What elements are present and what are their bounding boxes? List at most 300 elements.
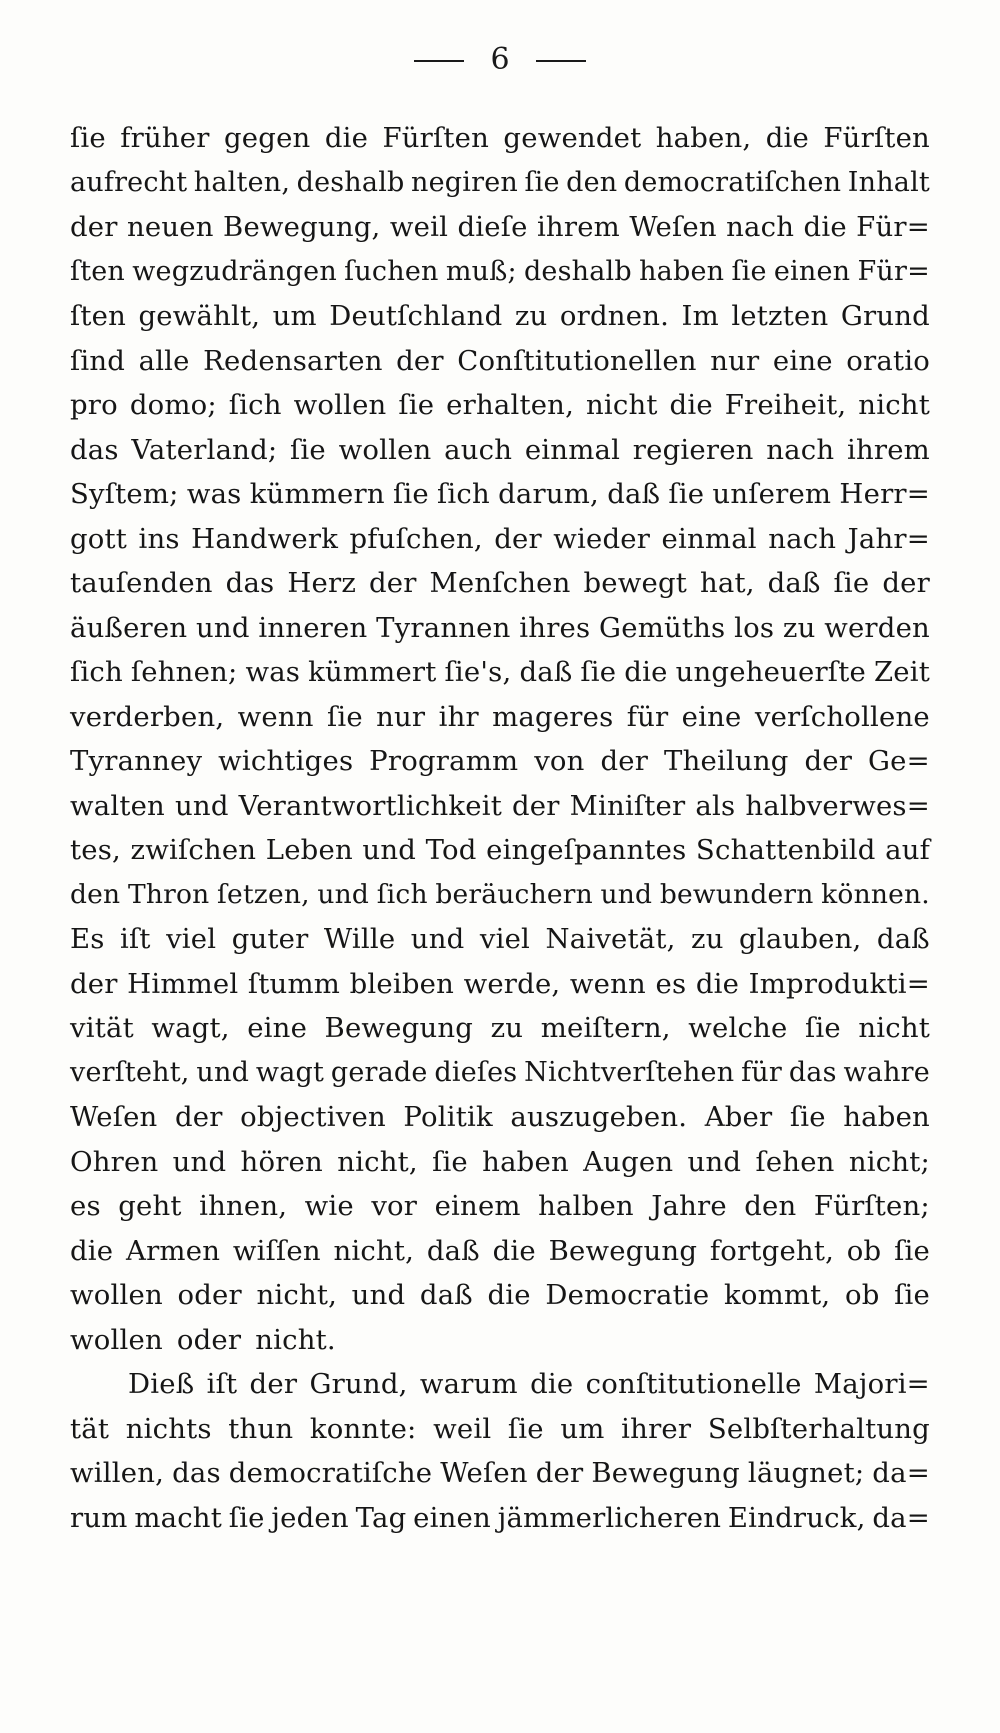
word: halten, (193, 166, 291, 198)
word: konnte: (309, 1412, 417, 1445)
word: nach (768, 522, 837, 555)
word: inneren (258, 611, 368, 644)
word: Bewegung (324, 1012, 474, 1044)
word: Bewegung (548, 1234, 698, 1267)
word: den (70, 878, 121, 910)
word: Schattenbild (695, 834, 876, 866)
word: kommt, (723, 1279, 831, 1311)
word: und (362, 834, 417, 866)
word: Jahr= (847, 522, 930, 555)
word: nicht, (256, 1279, 338, 1311)
word: ſie (580, 656, 617, 688)
word: regieren (632, 433, 754, 466)
word: neuen (126, 211, 214, 243)
word: da= (872, 1457, 930, 1489)
word: auch (444, 433, 513, 466)
word: ſie (392, 478, 429, 510)
word: verderben, (70, 700, 225, 733)
word: Für= (856, 211, 930, 243)
word: was (245, 656, 301, 688)
word: der (368, 567, 417, 599)
word: das (788, 1056, 837, 1088)
word: Weſen (440, 1457, 528, 1489)
word: ſie (804, 1012, 841, 1044)
word: ſie (70, 122, 106, 154)
text-line (70, 1095, 930, 1140)
word: da= (872, 1501, 930, 1534)
word: deshalb (523, 255, 632, 287)
word: der (494, 522, 542, 555)
word: von (534, 745, 585, 777)
text-line (70, 517, 930, 562)
text-line (70, 784, 930, 829)
word: Fürſten; (813, 1190, 930, 1222)
word: Freiheit, (724, 389, 847, 421)
word: die (492, 1234, 536, 1267)
word: Vaterland; (131, 433, 278, 466)
word: Theilung (664, 745, 789, 777)
word: letzten (731, 300, 829, 332)
word: Zeit (873, 656, 930, 688)
word: Wille (323, 923, 396, 955)
word: oratio (846, 344, 930, 377)
word: ſich (228, 389, 282, 421)
word: zu (490, 1012, 524, 1044)
word: thun (228, 1412, 294, 1445)
word: wollen (70, 1323, 163, 1356)
word: der (804, 745, 853, 777)
word: das (172, 1457, 221, 1489)
word: die (695, 967, 740, 1000)
word: werde, (463, 967, 561, 1000)
word: Bewegung, (223, 211, 381, 243)
word: ſten (70, 255, 126, 287)
paragraph (70, 116, 930, 1362)
word: den (566, 166, 618, 198)
word: äußeren (70, 611, 188, 644)
word: Es (70, 923, 105, 955)
word: nicht (585, 389, 658, 421)
text-line (70, 917, 930, 962)
word: nicht; (848, 1145, 930, 1178)
word: wollen (293, 389, 387, 421)
word: dieſes (434, 1056, 518, 1088)
word: um (272, 300, 317, 332)
word: auf (885, 834, 930, 866)
word: Grund, (309, 1368, 408, 1400)
word: zu (514, 300, 548, 332)
word: der (70, 967, 118, 1000)
word: fortgeht, (709, 1234, 835, 1267)
word: wenn (569, 967, 646, 1000)
word: den (744, 1190, 797, 1222)
word: tät (70, 1412, 110, 1445)
word: daß (519, 656, 573, 688)
word: auszugeben. (510, 1101, 688, 1133)
word: Weſen (70, 1101, 158, 1133)
page-number: 6 (490, 42, 510, 77)
word: viel (166, 923, 217, 955)
word: wiſſen (232, 1234, 321, 1267)
word: oder (176, 1323, 242, 1356)
word: als (695, 789, 736, 822)
word: Menſchen (429, 567, 571, 599)
text-line (70, 1184, 930, 1229)
word: ſie (731, 255, 767, 287)
word: ſie's, (444, 656, 512, 688)
word: Tyranney (70, 745, 203, 777)
text-line (70, 1006, 930, 1051)
word: vor (371, 1190, 418, 1222)
text-line (70, 962, 930, 1007)
word: hat, (699, 567, 755, 599)
word: und (317, 878, 370, 910)
word: aufrecht (70, 166, 188, 198)
word: eine (772, 344, 833, 377)
word: ſie (668, 478, 705, 510)
word: eine (681, 700, 742, 733)
word: der (70, 211, 118, 243)
word: ihres (519, 611, 591, 644)
word: für (626, 700, 669, 733)
word: Tyrannen (376, 611, 511, 644)
word: Herr= (839, 478, 930, 510)
word: pro (70, 389, 118, 421)
word: Gemüths (599, 611, 726, 644)
word: zu (691, 923, 724, 955)
header-dash-left (414, 60, 464, 62)
word: Weſen (629, 211, 717, 243)
text-line (70, 739, 930, 784)
word: nur (376, 700, 426, 733)
word: ſehen (755, 1145, 835, 1178)
word: ſetzen, (217, 878, 310, 910)
word: das (70, 433, 119, 466)
word: geht (118, 1190, 182, 1222)
word: nicht, (337, 1145, 418, 1178)
word: pfuſchen, (349, 522, 483, 555)
word: ſich (376, 878, 428, 910)
word: Dieß (128, 1368, 195, 1400)
text-line (70, 1273, 930, 1318)
word: nicht (858, 389, 930, 421)
text-line (70, 1496, 930, 1541)
word: halbverwes= (745, 789, 930, 822)
word: gewählt, (138, 300, 261, 332)
word: nach (766, 433, 835, 466)
word: Verantwortlichkeit (238, 789, 502, 822)
word: ins (138, 522, 180, 555)
word: iſt (120, 923, 151, 955)
word: wegzudrängen (132, 255, 337, 287)
word: democratiſche (228, 1457, 433, 1489)
word: Eindruck, (727, 1501, 866, 1534)
word: daß (607, 478, 661, 510)
text-line (70, 428, 930, 473)
word: bleiben (349, 967, 455, 1000)
word: ſie (228, 1501, 265, 1534)
word: ſie (524, 166, 560, 198)
word: nichts (125, 1412, 212, 1445)
word: vität (70, 1012, 134, 1044)
word: Fürſten (823, 122, 930, 154)
word: eingeſpanntes (486, 834, 687, 866)
word: haben (639, 255, 725, 287)
word: deshalb (296, 166, 405, 198)
word: die (70, 1234, 114, 1267)
word: ſehnen; (130, 656, 238, 688)
word: ob (844, 1279, 880, 1311)
word: und (196, 1056, 250, 1088)
text-line (70, 383, 930, 428)
word: welche (688, 1012, 788, 1044)
word: unſerem (712, 478, 832, 510)
word: und (687, 1145, 742, 1178)
word: zu (782, 611, 816, 644)
text-line (70, 695, 930, 740)
word: werden (824, 611, 930, 644)
word: muß; (445, 255, 517, 287)
word: daß (767, 567, 821, 599)
word: Naivetät, (545, 923, 676, 955)
word: daß (876, 923, 930, 955)
word: um (560, 1412, 605, 1445)
word: ob (846, 1234, 882, 1267)
word: Thron (127, 878, 210, 910)
word: weil (389, 211, 449, 243)
word: und (600, 878, 653, 910)
word: ihrer (621, 1412, 692, 1445)
word: einen (773, 255, 851, 287)
word: weil (433, 1412, 492, 1445)
word: Inhalt (847, 166, 930, 198)
text-line (70, 650, 930, 695)
word: der (396, 344, 444, 377)
word: der (174, 1101, 223, 1133)
word: Politik (403, 1101, 493, 1133)
word: Grund (840, 300, 930, 332)
word: können. (821, 878, 930, 910)
word: und (196, 611, 250, 644)
word: willen, (70, 1457, 165, 1489)
word: der (535, 1457, 584, 1489)
word: wagt, (151, 1012, 230, 1044)
word: nicht, (333, 1234, 415, 1267)
word: ihnen, (199, 1190, 288, 1222)
word: der (600, 745, 649, 777)
word: kümmert (308, 656, 437, 688)
word: die (669, 389, 713, 421)
text-line (70, 561, 930, 606)
word: Tag (355, 1501, 407, 1534)
word: daß (426, 1234, 480, 1267)
word: ungeheuerſte (675, 656, 866, 688)
word: ſind (70, 344, 126, 377)
word: wollen (338, 433, 432, 466)
word: die (765, 122, 810, 154)
word: Tod (425, 834, 477, 866)
word: gegen (223, 122, 311, 154)
word: Ohren (70, 1145, 159, 1178)
word: wollen (70, 1279, 163, 1311)
body-text (70, 116, 930, 1540)
word: ſich (437, 478, 490, 510)
word: wahre (843, 1056, 930, 1088)
text-line (70, 161, 930, 206)
text-line (70, 294, 930, 339)
word: einem (434, 1190, 521, 1222)
word: warum (419, 1368, 518, 1400)
word: Bewegung (591, 1457, 740, 1489)
word: die (803, 211, 847, 243)
word: Democratie (545, 1279, 710, 1311)
word: Majori= (813, 1368, 930, 1400)
word: oder (177, 1279, 242, 1311)
word: ſten (70, 300, 127, 332)
word: nicht. (255, 1323, 336, 1356)
text-line (70, 116, 930, 161)
word: daß (419, 1279, 473, 1311)
word: tauſenden (70, 567, 213, 599)
word: und (172, 1145, 227, 1178)
word: haben (482, 1145, 569, 1178)
word: ſie (894, 1279, 930, 1311)
word: läugnet; (747, 1457, 865, 1489)
word: verſteht, (70, 1056, 190, 1088)
word: wie (304, 1190, 354, 1222)
word: ſie (326, 700, 363, 733)
text-line (70, 1051, 930, 1096)
word: bewegt (583, 567, 688, 599)
word: Miniſter (569, 789, 686, 822)
word: eine (247, 1012, 308, 1044)
word: Conſtitutionellen (457, 344, 697, 377)
word: Jahre (651, 1190, 727, 1222)
word: tes, (70, 834, 121, 866)
word: es (655, 967, 687, 1000)
word: der (882, 567, 930, 599)
word: ſie (398, 389, 435, 421)
word: haben, (655, 122, 752, 154)
word: was (186, 478, 242, 510)
word: das (225, 567, 275, 599)
word: zwiſchen (130, 834, 257, 866)
word: ihrem (846, 433, 930, 466)
word: haben (843, 1101, 930, 1133)
word: democratiſchen (623, 166, 842, 198)
word: die (487, 1279, 531, 1311)
word: Himmel (127, 967, 239, 1000)
word: nicht (858, 1012, 930, 1044)
word: Nichtverſtehen (524, 1056, 735, 1088)
word: ſie (789, 1101, 826, 1133)
word: und (351, 1279, 406, 1311)
word: ſie (290, 433, 326, 466)
word: kümmern (249, 478, 385, 510)
text-line (70, 828, 930, 873)
word: ſie (507, 1412, 544, 1445)
text-line (70, 1407, 930, 1452)
word: erhalten, (446, 389, 575, 421)
word: einen (413, 1501, 491, 1534)
word: der (249, 1368, 298, 1400)
word: ſie (833, 567, 870, 599)
text-line (70, 339, 930, 384)
word: wenn (237, 700, 314, 733)
word: jämmerlicheren (497, 1501, 722, 1534)
word: der (512, 789, 560, 822)
word: wagt (255, 1056, 325, 1088)
word: die (324, 122, 369, 154)
word: Improdukti= (748, 967, 930, 1000)
word: einmal (661, 522, 757, 555)
word: hören (240, 1145, 323, 1178)
word: guter (231, 923, 309, 955)
word: gott (70, 522, 128, 555)
word: Programm (369, 745, 519, 777)
word: nur (710, 344, 760, 377)
text-line (70, 1140, 930, 1185)
word: gewendet (503, 122, 642, 154)
word: Syſtem; (70, 478, 179, 510)
text-line (70, 1451, 930, 1496)
text-line (70, 873, 930, 918)
word: ſuchen (344, 255, 439, 287)
word: domo; (129, 389, 217, 421)
word: Deutſchland (329, 300, 503, 332)
word: wichtiges (218, 745, 354, 777)
word: ihr (438, 700, 479, 733)
word: Handwerk (191, 522, 339, 555)
text-line (70, 1362, 930, 1407)
word: verſchollene (754, 700, 930, 733)
word: Herz (287, 567, 357, 599)
text-line (70, 1229, 930, 1274)
text-line (70, 250, 930, 295)
word: wieder (553, 522, 651, 555)
word: darum, (498, 478, 599, 510)
word: negiren (411, 166, 518, 198)
word: Redensarten (203, 344, 383, 377)
word: Fürſten (382, 122, 490, 154)
word: mageres (492, 700, 614, 733)
text-line (70, 472, 930, 517)
word: los (734, 611, 775, 644)
word: ſie (894, 1234, 930, 1267)
word: macht (134, 1501, 222, 1534)
word: alle (138, 344, 190, 377)
page-header (0, 42, 1000, 77)
word: walten (70, 789, 165, 822)
word: ſtumm (247, 967, 341, 1000)
word: Im (681, 300, 719, 332)
word: Selbſterhaltung (707, 1412, 930, 1445)
word: Ge= (868, 745, 930, 777)
word: halben (538, 1190, 634, 1222)
word: Aber (704, 1101, 773, 1133)
word: meiſtern, (540, 1012, 671, 1044)
word: dieſe (457, 211, 528, 243)
word: ordnen. (559, 300, 670, 332)
word: nach (726, 211, 795, 243)
word: für (741, 1056, 782, 1088)
word: viel (479, 923, 531, 955)
word: Armen (126, 1234, 221, 1267)
word: ſich (70, 656, 123, 688)
word: ſie (432, 1145, 468, 1178)
text-line (70, 1318, 930, 1363)
word: jeden (271, 1501, 349, 1534)
